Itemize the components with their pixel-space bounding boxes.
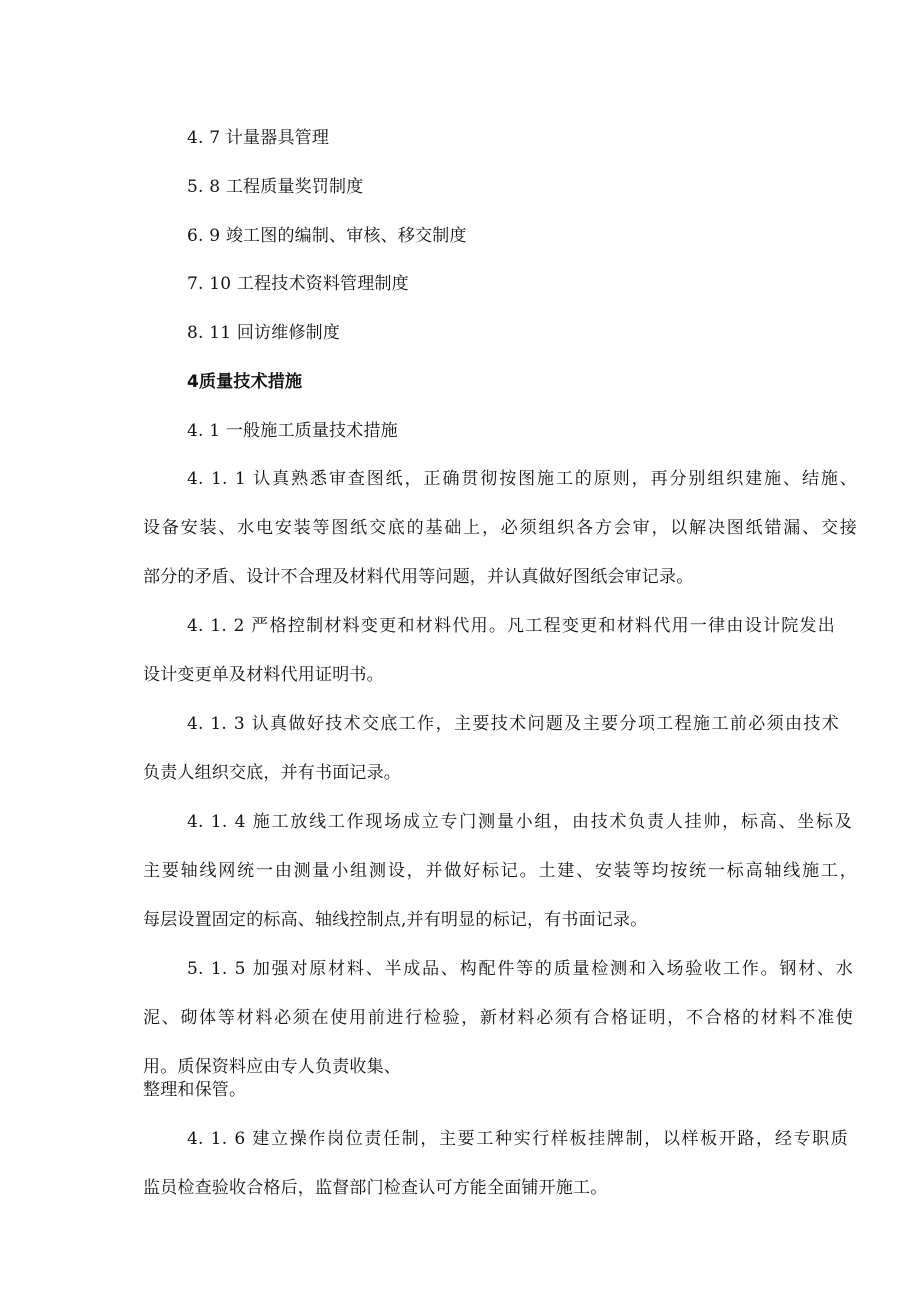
paragraph-line: 4. 1. 4 施工放线工作现场成立专门测量小组，由技术负责人挂帅，标高、坐标及 (187, 812, 852, 832)
paragraph-line: 负责人组织交底，并有书面记录。 (143, 763, 401, 783)
toc-item: 7. 10 工程技术资料管理制度 (187, 274, 409, 294)
paragraph-line: 整理和保管。 (143, 1080, 247, 1100)
paragraph-line: 4. 1. 1 认真熟悉审查图纸，正确贯彻按图施工的原则，再分别组织建施、结施、 (187, 469, 857, 489)
paragraph-line: 设备安装、水电安装等图纸交底的基础上，必须组织各方会审，以解决图纸错漏、交接 (143, 518, 857, 538)
toc-item: 8. 11 回访维修制度 (187, 323, 341, 343)
paragraph-line: 部分的矛盾、设计不合理及材料代用等问题，并认真做好图纸会审记录。 (143, 567, 694, 587)
paragraph-line: 4. 1. 3 认真做好技术交底工作，主要技术问题及主要分项工程施工前必须由技术 (187, 714, 839, 734)
paragraph-line: 设计变更单及材料代用证明书。 (143, 665, 384, 685)
paragraph-line: 每层设置固定的标高、轴线控制点,并有明显的标记，有书面记录。 (143, 910, 648, 930)
subsection-heading: 4. 1 一般施工质量技术措施 (187, 421, 398, 441)
toc-item: 5. 8 工程质量奖罚制度 (187, 177, 364, 197)
paragraph-line: 主要轴线网统一由测量小组测设，并做好标记。土建、安装等均按统一标高轴线施工， (143, 861, 857, 881)
section-heading: 4质量技术措施 (187, 372, 303, 392)
toc-item: 4. 7 计量器具管理 (187, 128, 330, 148)
paragraph-line: 4. 1. 2 严格控制材料变更和材料代用。凡工程变更和材料代用一律由设计院发出 (187, 616, 835, 636)
paragraph-line: 泥、砌体等材料必须在使用前进行检验，新材料必须有合格证明，不合格的材料不准使 (143, 1008, 853, 1028)
paragraph-line: 5. 1. 5 加强对原材料、半成品、构配件等的质量检测和入场验收工作。钢材、水 (187, 959, 853, 979)
paragraph-line: 监员检查验收合格后，监督部门检查认可方能全面铺开施工。 (143, 1178, 608, 1198)
paragraph-line: 4. 1. 6 建立操作岗位责任制，主要工种实行样板挂牌制，以样板开路，经专职质 (187, 1129, 848, 1149)
toc-item: 6. 9 竣工图的编制、审核、移交制度 (187, 226, 467, 246)
paragraph-line: 用。质保资料应由专人负责收集、 (143, 1057, 401, 1077)
